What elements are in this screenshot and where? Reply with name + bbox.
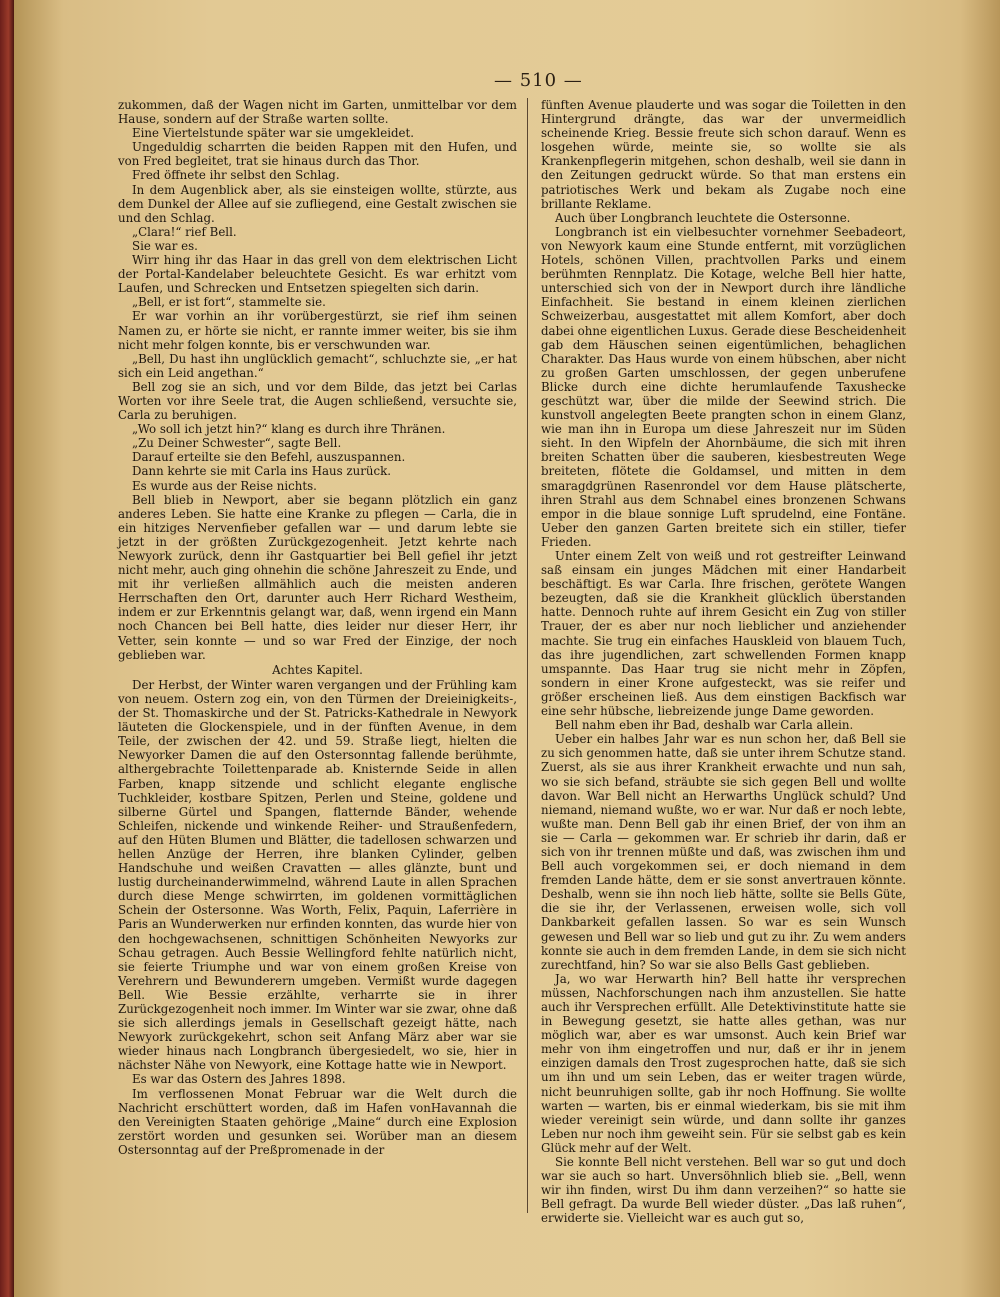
paragraph: In dem Augenblick aber, als sie einsteigen wollte, stürzte, aus dem Dunkel der Allee auf sie zufliegend, eine Gestalt zwischen sie und den Schlag. [118,182,517,225]
paragraph: Darauf erteilte sie den Befehl, auszuspannen. [132,450,406,465]
paragraph: „Zu Deiner Schwester“, sagte Bell. [132,436,342,451]
paragraph: Fred öffnete ihr selbst den Schlag. [132,168,340,183]
paragraph: Im verflossenen Monat Februar war die Welt durch die Nachricht erschüttert worden, daß im Hafen vonHavannah die den Vereinigten Staaten gehörige „Maine“ durch eine Explosion zerstört worden und gesunken sei. Worüber man an diesem Ostersonntag auf der Preßpromenade in der [118,1086,517,1157]
page-number: — 510 — [494,70,583,91]
paragraph: Es wurde aus der Reise nichts. [132,478,317,493]
right-column [541,98,906,1226]
paragraph: Longbranch ist ein vielbesuchter vornehmer Seebadeort, von Newyork kaum eine Stunde entfernt, mit vorzüglichen Hotels, schönen Villen, prachtvollen Parks und einem berühmten Rennplatz. Die Kotage, welche Bell hier hatte, unterschied sich von der in Newport durch ihre ländliche Einfachheit. Sie bestand in einem kleinen zierlichen Schweizerbau, ausgestattet mit allem Komfort, aber doch dabei ohne eigentlichen Luxus. Gerade diese Bescheidenheit gab dem Häuschen seinen eigentümlichen, behaglichen Charakter. Das Haus wurde von einem hübschen, aber nicht zu großen Garten umschlossen, der gegen unberufene Blicke durch eine dichte herumlaufende Taxushecke geschützt war, über die milde der Seewind strich. Die kunstvoll angelegten Beete prangten schon in einem Glanz, wie man ihn in Europa um diese Jahreszeit nur im Süden sieht. In den Wipfeln der Ahornbäume, die sich mit ihren breiten Schatten über die sauberen, kiesbestreuten Wege breiteten, flötete die Goldamsel, und mitten in dem smaragdgrünen Rasenrondel vor dem Hause plätscherte, ihren Strahl aus dem Schnabel eines bronzenen Schwans empor in die blaue sonnige Luft sprudelnd, eine Fontäne. Ueber den ganzen Garten breitete sich ein stiller, tiefer Frieden. [541,224,906,549]
chapter-heading: Achtes Kapitel. [272,662,363,677]
paragraph: Er war vorhin an ihr vorübergestürzt, sie rief ihm seinen Namen zu, er hörte sie nicht, er rannte immer weiter, bis sie ihm nicht mehr folgen konnte, bis er verschwunden war. [118,309,517,352]
paragraph: Sie konnte Bell nicht verstehen. Bell war so gut und doch war sie auch so hart. Unversöhnlich blieb sie. „Bell, wenn wir ihn finden, wirst Du ihm dann verzeihen?“ so hatte sie Bell gefragt. Da wurde Bell wieder düster. „Das laß ruhen“, erwiderte sie. Vielleicht war es auch gut so, [541,1155,906,1226]
paragraph: „Bell, er ist fort“, stammelte sie. [132,295,326,310]
book-binding-edge [0,0,14,1297]
column-divider [527,98,528,1213]
paragraph: Es war das Ostern des Jahres 1898. [132,1072,346,1087]
paragraph: zukommen, daß der Wagen nicht im Garten, unmittelbar vor dem Hause, sondern auf der Straße warten sollte. [118,98,517,127]
paragraph: Auch über Longbranch leuchtete die Ostersonne. [555,210,851,225]
paragraph: Sie war es. [132,238,198,253]
left-column [118,98,517,1157]
paragraph: Eine Viertelstunde später war sie umgekleidet. [132,126,415,141]
paragraph: fünften Avenue plauderte und was sogar die Toiletten in den Hintergrund drängte, das war der unvermeidlich scheinende Krieg. Bessie freute sich schon darauf. Wenn es losgehen würde, meinte sie, so wollte sie als Krankenpflegerin mitgehen, schon deshalb, weil sie dann in den Zeitungen gedruckt würde. So that man erstens ein patriotisches Werk und bekam als Zugabe noch eine brillante Reklame. [541,98,906,211]
book-page [14,0,1000,1297]
paragraph: Bell blieb in Newport, aber sie begann plötzlich ein ganz anderes Leben. Sie hatte eine Kranke zu pflegen — Carla, die in ein hitziges Nervenfieber gefallen war — und darum lebte sie jetzt in der größten Zurückgezogenheit. Jetzt kehrte nach Newyork zurück, denn ihr Gastquartier bei Bell gefiel ihr jetzt nicht mehr, auch ging ohnehin die schöne Jahreszeit zu Ende, und mit ihr verließen allmählich auch die meisten anderen Herrschaften den Ort, darunter auch Herr Richard Westheim, indem er zur Erkenntnis gelangt war, daß, wenn irgend ein Mann noch Chancen bei Bell hatte, dies leider nur dieser Herr, ihr Vetter, sein konnte — und so war Fred der Einzige, der noch geblieben war. [118,492,517,662]
paragraph: Ja, wo war Herwarth hin? Bell hatte ihr versprechen müssen, Nachforschungen nach ihm anzustellen. Sie hatte auch ihr Versprechen erfüllt. Alle Detektivinstitute hatte sie in Bewegung gesetzt, sie hatte alles gethan, was nur möglich war, aber es war umsonst. Auch kein Brief war mehr von ihm eingetroffen und nur, daß er ihr in jenem einzigen damals den Trost zugesprochen hatte, daß sie sich um ihn und um sein Leben, das er weiter tragen würde, nicht beunruhigen sollte, gab ihr noch Hoffnung. Sie wollte warten — warten, bis er einmal wiederkam, bis sie mit ihm wieder vereinigt sein würde, und dann sollte ihr ganzes Leben nur noch ihm geweiht sein. Für sie selbst gab es kein Glück mehr auf der Welt. [541,971,906,1155]
paragraph: „Clara!“ rief Bell. [132,224,237,239]
paragraph: Ungeduldig scharrten die beiden Rappen mit den Hufen, und von Fred begleitet, trat sie hinaus durch das Thor. [118,140,517,169]
paragraph: Ueber ein halbes Jahr war es nun schon her, daß Bell sie zu sich genommen hatte, daß sie unter ihrem Schutze stand. Zuerst, als sie aus ihrer Krankheit erwachte und nun sah, wo sie sich befand, sträubte sie sich gegen Bell und wollte davon. War Bell nicht an Herwarths Unglück schuld? Und niemand, niemand wußte, wo er war. Nur daß er noch lebte, wußte man. Denn Bell gab ihr einen Brief, der von ihm an sie — Carla — gekommen war. Er schrieb ihr darin, daß er sich von ihr trennen müßte und daß, was zwischen ihm und Bell auch vorgekommen sei, er doch niemand in dem fremden Lande hätte, dem er sie sonst anvertrauen könnte. Deshalb, wenn sie ihn noch lieb hätte, sollte sie Bells Güte, die sie ihr, der Verlassenen, erweisen wolle, sich voll Dankbarkeit gefallen lassen. So war es sein Wunsch gewesen und Bell war so lieb und gut zu ihr. Zu wem anders konnte sie auch in dem fremden Lande, in dem sie sich nicht zurechtfand, hin? So war sie also Bells Gast geblieben. [541,732,906,972]
paragraph: Unter einem Zelt von weiß und rot gestreifter Leinwand saß einsam ein junges Mädchen mit einer Handarbeit beschäftigt. Es war Carla. Ihre frischen, gerötete Wangen bezeugten, daß sie die Krankheit glücklich überstanden hatte. Dennoch ruhte auf ihrem Gesicht ein Zug von stiller Trauer, der es aber nur noch lieblicher und anziehender machte. Sie trug ein einfaches Hauskleid von blauem Tuch, das ihre jugendlichen, zart schwellenden Formen knapp umspannte. Das Haar trug sie nicht mehr in Zöpfen, sondern in einer Krone aufgesteckt, was sie reifer und größer erscheinen ließ. Aus dem einstigen Backfisch war eine sehr hübsche, liebreizende junge Dame geworden. [541,549,906,719]
paragraph: Bell nahm eben ihr Bad, deshalb war Carla allein. [555,718,854,733]
paragraph: Der Herbst, der Winter waren vergangen und der Frühling kam von neuem. Ostern zog ein, von den Türmen der Dreieinigkeits-, der St. Thomaskirche und der St. Patricks-Kathedrale in Newyork läuteten die Glockenspiele, und in der fünften Avenue, in dem Teile, der zwischen der 42. und 59. Straße liegt, hielten die Newyorker Damen die auf den Ostersonntag fallende berühmte, althergebrachte Toilettenparade ab. Knisternde Seide in allen Farben, knapp sitzende und schlicht elegante englische Tuchkleider, kostbare Spitzen, Perlen und Steine, goldene und silberne Gürtel und Spangen, flatternde Bänder, wehende Schleifen, nickende und winkende Reiher- und Straußenfedern, auf den Hüten Blumen und Blätter, die tadellosen schwarzen und hellen Anzüge der Herren, ihre blanken Cylinder, gelben Handschuhe und weißen Cravatten — alles glänzte, bunt und lustig durcheinanderwimmelnd, während Laute in allen Sprachen durch diese Menge schwirrten, im goldenen vormittäglichen Schein der Ostersonne. Was Worth, Felix, Paquin, Laferrière in Paris an Wunderwerken nur erfinden konnten, das wurde hier von den hochgewachsenen, schnittigen Schönheiten Newyorks zur Schau getragen. Auch Bessie Wellingford fehlte natürlich nicht, sie feierte Triumphe und war von einem großen Kreise von Verehrern und Bewunderern umgeben. Vermißt wurde dagegen Bell. Wie Bessie erzählte, verharrte sie in ihrer Zurückgezogenheit noch immer. Im Winter war sie zwar, ohne daß sie sich allerdings jemals in Gesellschaft gezeigt hätte, nach Newyork zurückgekehrt, schon seit Anfang März aber war sie wieder hinaus nach Longbranch übergesiedelt, wo sie, hier in nächster Nähe von Newyork, eine Kottage hatte wie in Newport. [118,677,517,1073]
paragraph: „Bell, Du hast ihn unglücklich gemacht“, schluchzte sie, „er hat sich ein Leid angethan.“ [118,351,517,380]
paragraph: „Wo soll ich jetzt hin?“ klang es durch ihre Thränen. [132,422,446,437]
paragraph: Wirr hing ihr das Haar in das grell von dem elektrischen Licht der Portal-Kandelaber beleuchtete Gesicht. Es war erhitzt vom Laufen, und Schrecken und Entsetzen spiegelten sich darin. [118,253,517,296]
paragraph: Dann kehrte sie mit Carla ins Haus zurück. [132,464,391,479]
paragraph: Bell zog sie an sich, und vor dem Bilde, das jetzt bei Carlas Worten vor ihre Seele trat, die Augen schließend, versuchte sie, Carla zu beruhigen. [118,379,517,423]
